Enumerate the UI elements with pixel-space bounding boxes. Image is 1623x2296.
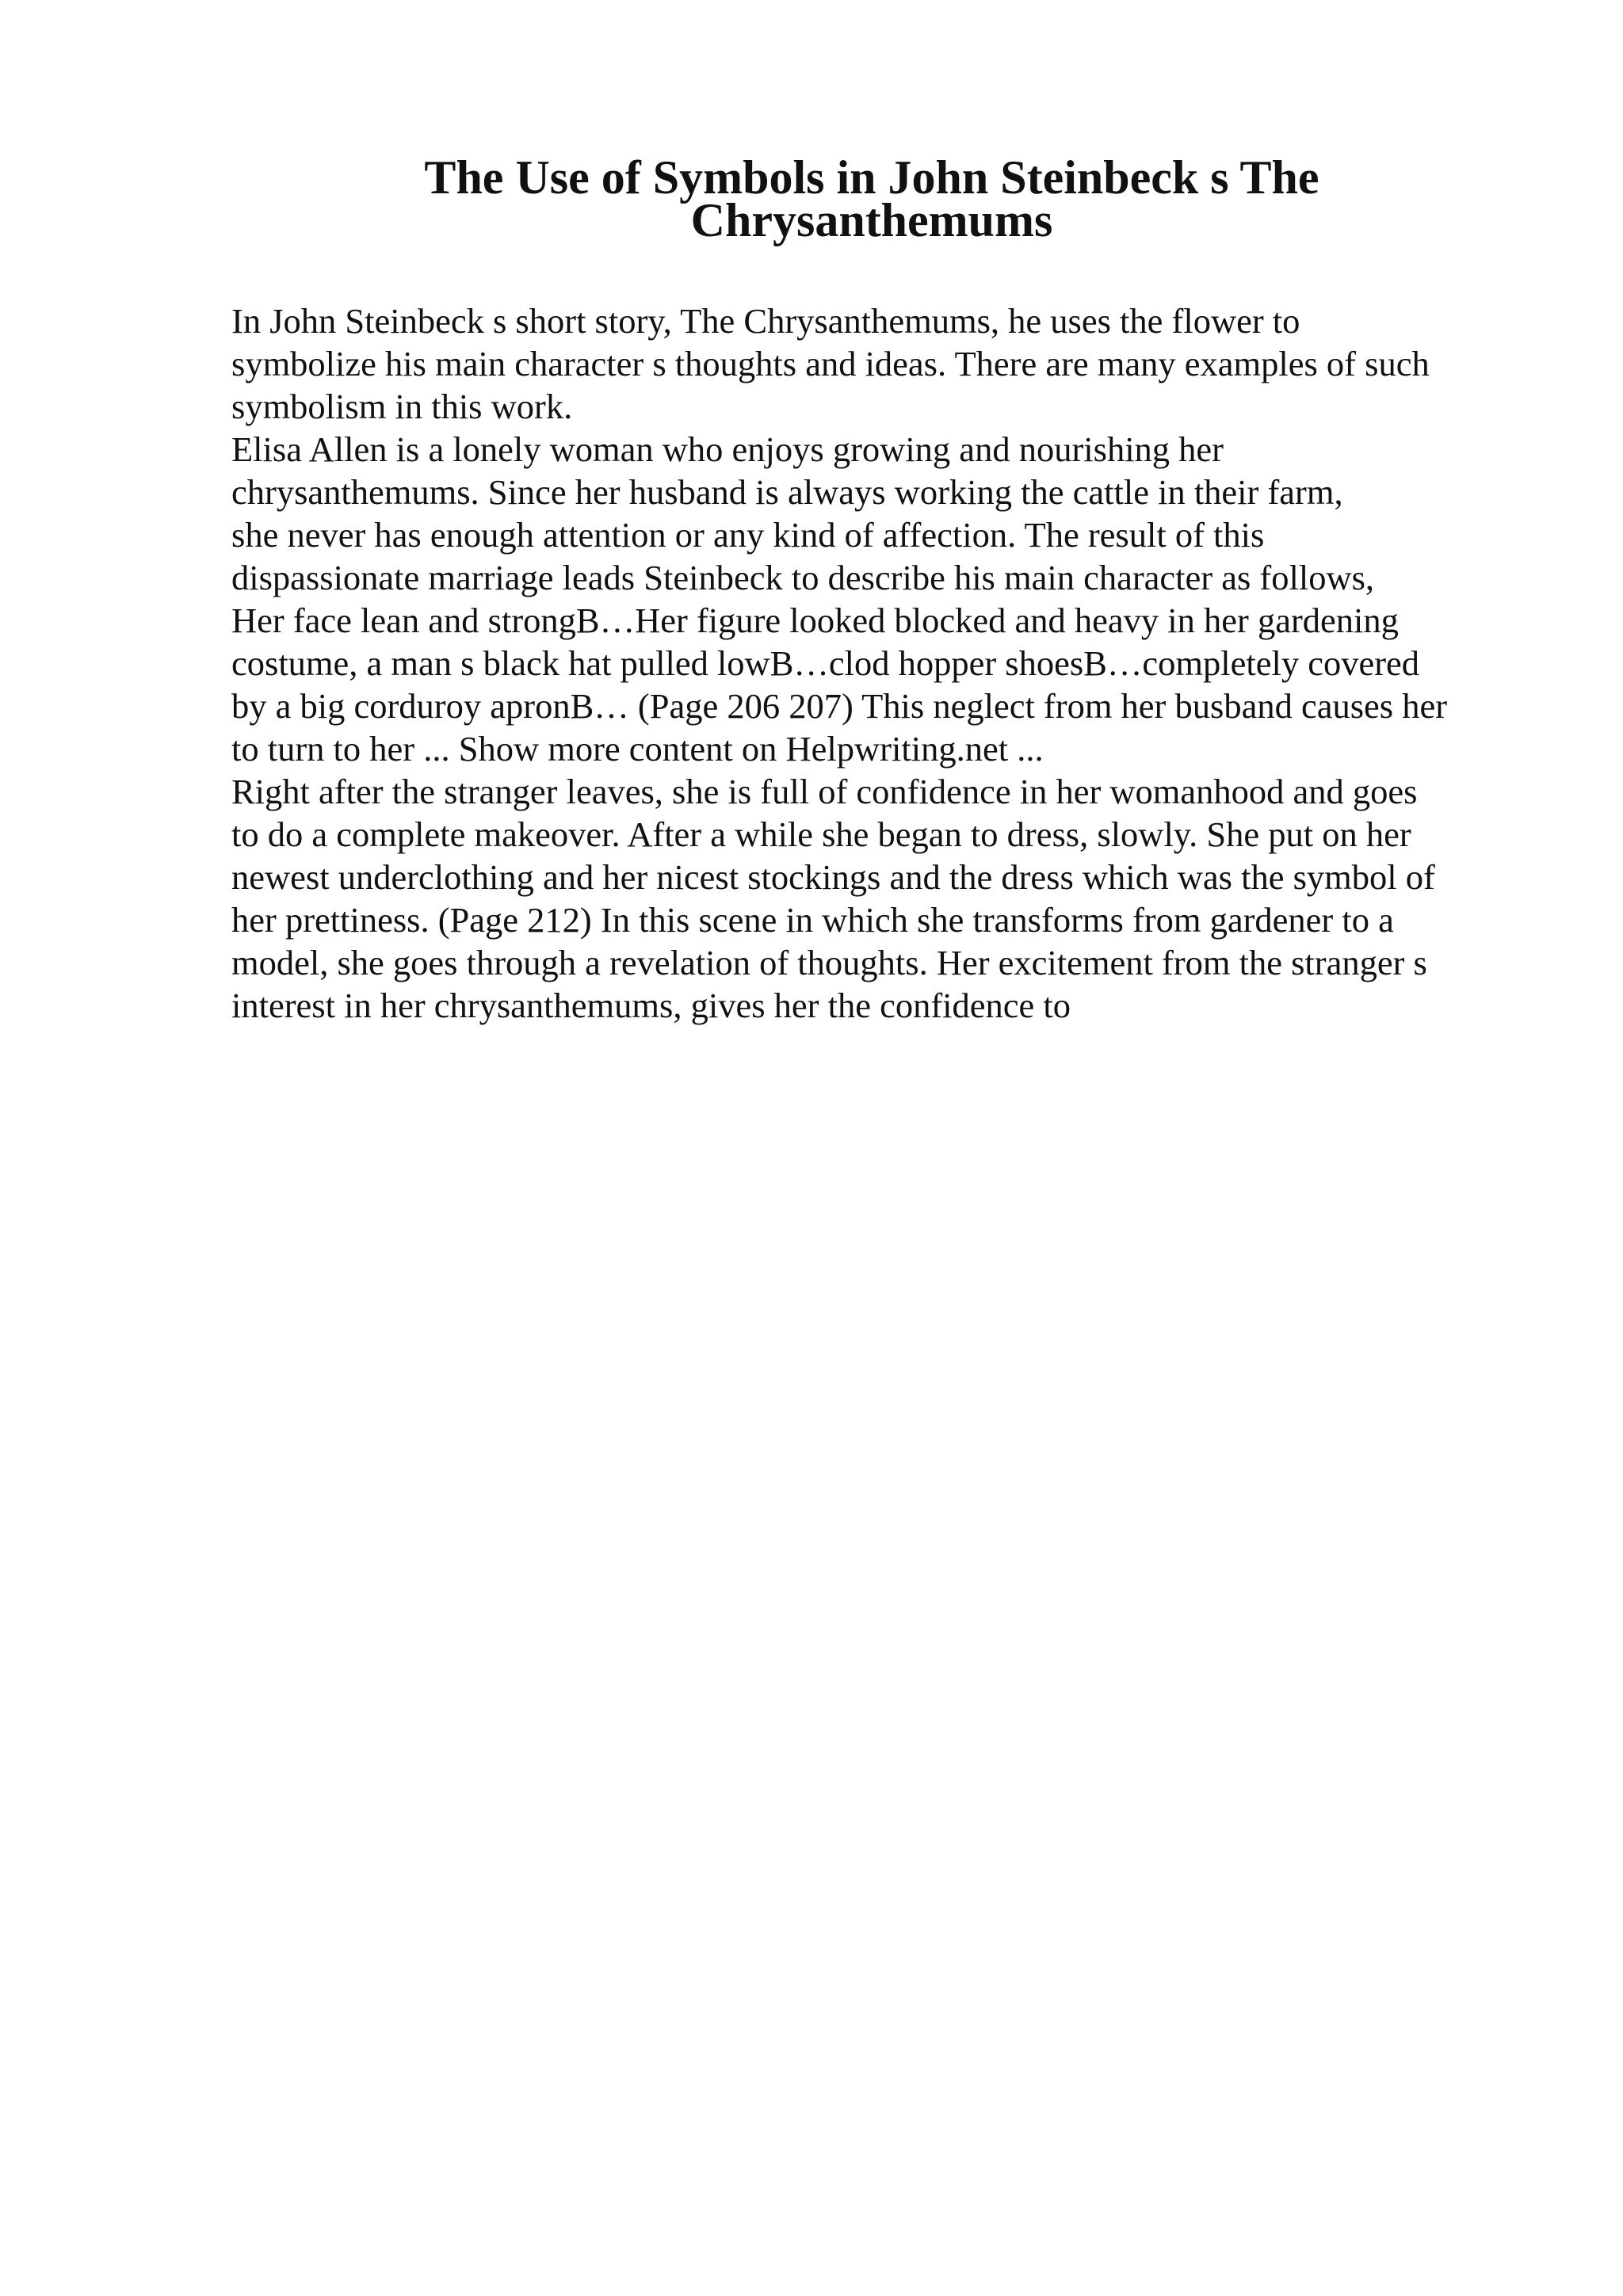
paragraph-line: model, she goes through a revelation of thoughts. Her excitement from the stranger s bbox=[231, 943, 1427, 982]
paragraph-line: dispassionate marriage leads Steinbeck to describe his main character as follows, bbox=[231, 558, 1375, 597]
paragraph-line: chrysanthemums. Since her husband is always working the cattle in their farm, bbox=[231, 472, 1343, 512]
paragraph-line: newest underclothing and her nicest stockings and the dress which was the symbol of bbox=[231, 857, 1435, 897]
paragraph-line: by a big corduroy apronB… (Page 206 207) This neglect from her busband causes her bbox=[231, 686, 1448, 726]
title-line: Chrysanthemums bbox=[690, 194, 1053, 246]
document-body bbox=[231, 299, 1579, 1027]
paragraph-line: to do a complete makeover. After a while she began to dress, slowly. She put on her bbox=[231, 814, 1411, 854]
paragraph-line: Her face lean and strongB…Her figure looked blocked and heavy in her gardening bbox=[231, 601, 1399, 640]
paragraph-line: In John Steinbeck s short story, The Chrysanthemums, he uses the flower to bbox=[231, 301, 1300, 341]
paragraph-line: to turn to her ... Show more content on Helpwriting.net ... bbox=[231, 729, 1044, 769]
title-line: The Use of Symbols in John Steinbeck s The bbox=[424, 151, 1319, 204]
paragraph-line: her prettiness. (Page 212) In this scene in which she transforms from gardener to a bbox=[231, 900, 1394, 940]
paragraph-line: symbolize his main character s thoughts and ideas. There are many examples of such bbox=[231, 344, 1430, 383]
paragraph-line: she never has enough attention or any kind of affection. The result of this bbox=[231, 515, 1265, 555]
paragraph-line: Elisa Allen is a lonely woman who enjoys growing and nourishing her bbox=[231, 429, 1224, 469]
paragraph-line: costume, a man s black hat pulled lowB…clod hopper shoesB…completely covered bbox=[231, 643, 1420, 683]
paragraph-line: interest in her chrysanthemums, gives her the confidence to bbox=[231, 986, 1071, 1025]
paragraph-line: Right after the stranger leaves, she is full of confidence in her womanhood and goes bbox=[231, 772, 1418, 811]
document-title bbox=[230, 147, 1514, 246]
paragraph-line: symbolism in this work. bbox=[231, 387, 573, 426]
